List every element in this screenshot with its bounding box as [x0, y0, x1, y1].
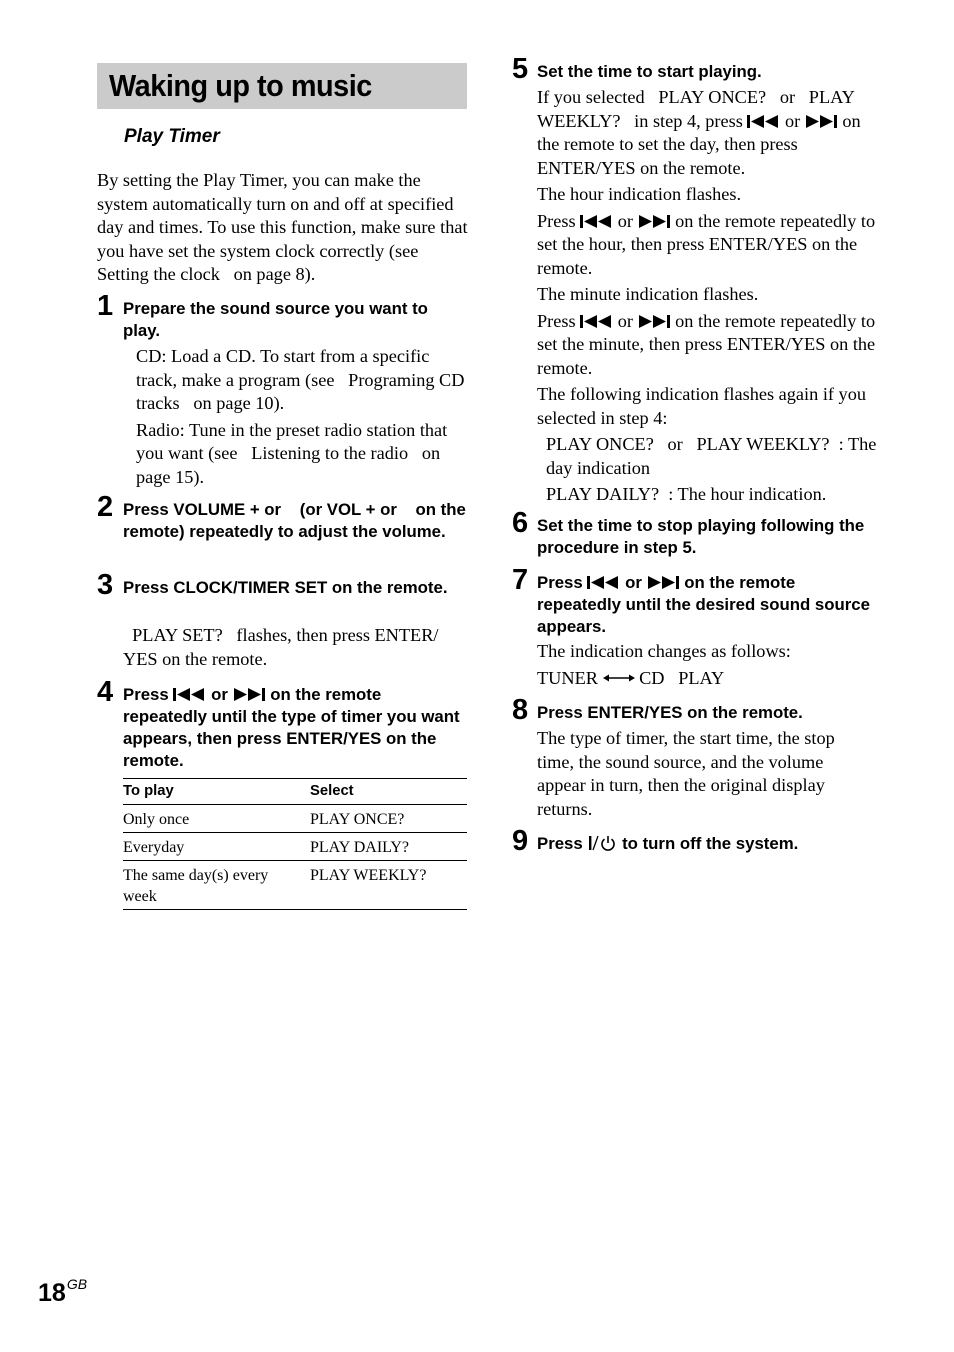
page-number-suffix: GB — [66, 1276, 88, 1292]
step-8-body: The type of timer, the start time, the stop time, the sound source, and the volume appear in turn, then the original display returns. — [537, 728, 835, 819]
step-5-para-5-post: on the remote repeatedly to set the minute, then press ENTER/YES on the remote. — [537, 310, 876, 378]
table-cell: PLAY DAILY? — [310, 833, 467, 861]
step-5-para-1-post: on the remote to set the day, then press ENTER/YES on the remote. — [537, 110, 861, 178]
power-icon — [587, 835, 617, 851]
step-5-para-1 — [537, 86, 885, 180]
step-5-para-3 — [537, 210, 885, 281]
next-track-icon — [805, 115, 838, 128]
step-5-body — [537, 86, 885, 510]
step-3-heading: Press CLOCK/TIMER SET on the remote. — [123, 578, 448, 597]
step-1-number: 1 — [97, 290, 114, 322]
step-5-para-8: PLAY DAILY? : The hour indication. — [546, 484, 827, 504]
step-2-number: 2 — [97, 491, 114, 523]
page-title: Waking up to music — [109, 68, 372, 103]
step-2-heading: Press VOLUME + or (or VOL + or on the remote) repeatedly to adjust the volume. — [123, 500, 466, 541]
intro-paragraph: By setting the Play Timer, you can make the system automatically turn on and off at specified day and times. To use this function, make sure that you have set the system clock correctly (see Setting the clock on page 8). — [97, 170, 468, 284]
step-5-para-2: The hour indication flashes. — [537, 184, 742, 204]
step-5-number: 5 — [512, 53, 529, 85]
step-6-number: 6 — [512, 507, 529, 539]
step-5-para-5-pre: Press — [537, 310, 576, 331]
step-5-para-1-pre: If you selected PLAY ONCE? or PLAY WEEKLY? in step 4, press — [537, 87, 855, 131]
step-4-heading-pre: Press — [123, 685, 169, 704]
step-4-heading — [123, 684, 468, 772]
step-5-heading: Set the time to start playing. — [537, 62, 762, 81]
step-8-heading: Press ENTER/YES on the remote. — [537, 703, 803, 722]
step-9-heading — [537, 833, 882, 855]
step-1-body — [136, 345, 470, 492]
table-cell: Only once — [123, 805, 310, 833]
next-track-icon — [638, 315, 671, 328]
step-1-heading: Prepare the sound source you want to play. — [123, 299, 428, 340]
step-6-heading: Set the time to stop playing following the procedure in step 5. — [537, 516, 865, 557]
title-bar — [97, 63, 467, 109]
sequence-cd-play: CD PLAY — [639, 667, 725, 688]
step-7-heading — [537, 572, 882, 638]
table-cell: PLAY ONCE? — [310, 805, 467, 833]
step-7-heading-or: or — [625, 573, 642, 592]
previous-track-icon — [173, 688, 206, 701]
step-5-para-5-or: or — [617, 310, 633, 331]
step-7-number: 7 — [512, 564, 529, 596]
next-track-icon — [638, 215, 671, 228]
section-subtitle: Play Timer — [124, 126, 220, 147]
step-1-para-radio: Radio: Tune in the preset radio station that you want (see Listening to the radio on page 15). — [136, 419, 448, 487]
page-number-value: 18 — [38, 1279, 66, 1307]
step-3-body: PLAY SET? flashes, then press ENTER/ YES on the remote. — [123, 625, 439, 669]
step-7-sequence — [537, 667, 882, 691]
table-header-row — [123, 779, 467, 805]
step-5-para-4: The minute indication flashes. — [537, 284, 759, 304]
step-5-para-1-or: or — [784, 110, 801, 131]
double-arrow-icon — [603, 673, 635, 683]
previous-track-icon — [580, 315, 613, 328]
step-7-para-1: The indication changes as follows: — [537, 641, 791, 661]
step-5-para-6: The following indication flashes again if you selected in step 4: — [537, 384, 866, 428]
page-number — [38, 1276, 87, 1308]
previous-track-icon — [580, 215, 613, 228]
table-header-select: Select — [310, 779, 467, 805]
step-9-number: 9 — [512, 825, 529, 857]
timer-type-table — [123, 778, 467, 910]
step-3-number: 3 — [97, 569, 114, 601]
table-header-to-play: To play — [123, 779, 310, 805]
table-row — [123, 861, 467, 910]
step-4-heading-post: on the remote repeatedly until the type of timer you want appears, then press ENTER/YES on the remote. — [123, 685, 460, 770]
next-track-icon — [647, 576, 680, 589]
step-7-heading-pre: Press — [537, 573, 583, 592]
step-8-number: 8 — [512, 694, 529, 726]
table-cell: The same day(s) every week — [123, 861, 310, 910]
table-row — [123, 805, 467, 833]
step-7-body — [537, 640, 882, 693]
step-9-heading-post: to turn off the system. — [622, 834, 799, 853]
step-5-para-3-pre: Press — [537, 210, 576, 231]
step-5-para-5 — [537, 310, 885, 381]
step-4-heading-or: or — [211, 685, 228, 704]
table-row — [123, 833, 467, 861]
next-track-icon — [233, 688, 266, 701]
table-cell: PLAY WEEKLY? — [310, 861, 467, 910]
step-1-para-cd: CD: Load a CD. To start from a specific track, make a program (see Programing CD tracks on page 10). — [136, 346, 465, 413]
step-9-heading-pre: Press — [537, 834, 583, 853]
step-5-para-3-or: or — [617, 210, 633, 231]
table-cell: Everyday — [123, 833, 310, 861]
previous-track-icon — [747, 115, 780, 128]
step-7-heading-post: on the remote repeatedly until the desired sound source appears. — [537, 573, 870, 636]
step-5-para-3-post: on the remote repeatedly to set the hour, then press ENTER/YES on the remote. — [537, 210, 876, 278]
step-5-para-7: PLAY ONCE? or PLAY WEEKLY? : The day indication — [546, 434, 877, 478]
step-4-number: 4 — [97, 676, 114, 708]
previous-track-icon — [587, 576, 620, 589]
sequence-tuner: TUNER — [537, 667, 598, 688]
